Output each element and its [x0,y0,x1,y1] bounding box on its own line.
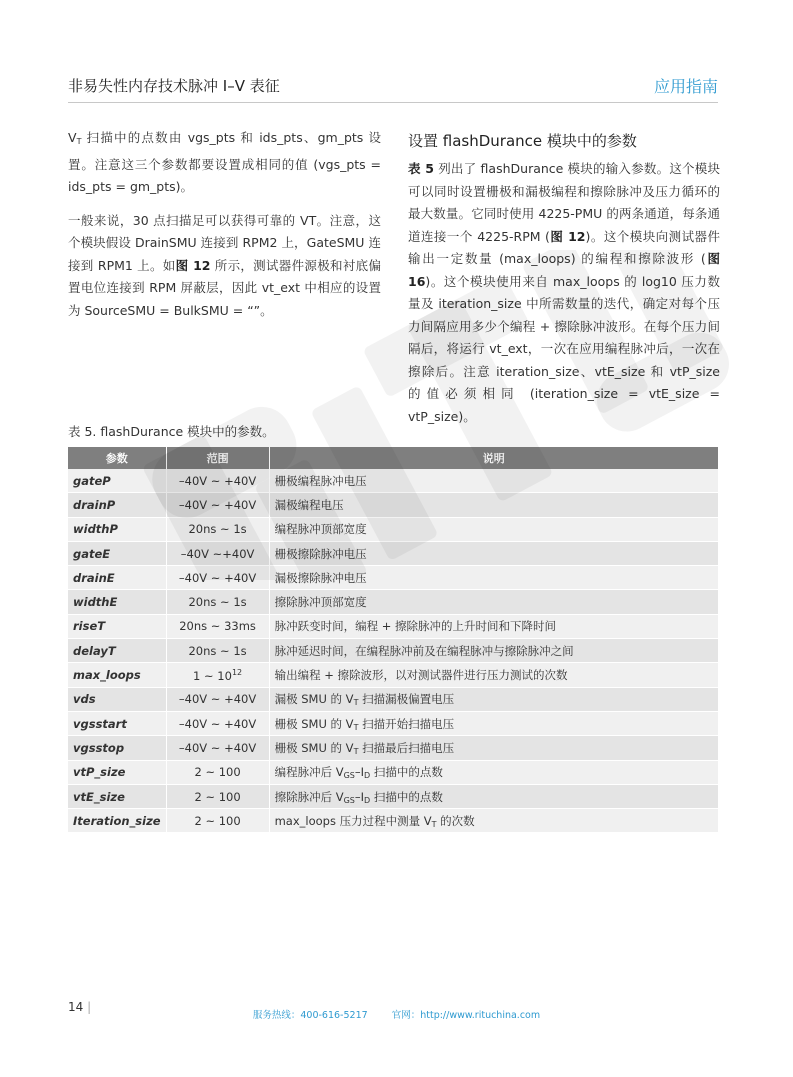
param-name: gateE [68,541,166,565]
page-divider: | [87,1000,92,1014]
param-range: –40V ~ +40V [166,711,269,735]
table-row [68,711,718,735]
param-name: vgsstop [68,736,166,760]
desc-part: T [431,819,437,829]
footer-website-link[interactable]: 官网：http://www.rituchina.com [391,1010,541,1021]
section-title: 设置 flashDurance 模块中的参数 [408,132,637,150]
param-name: vtP_size [68,760,166,784]
param-range: 20ns ~ 1s [166,639,269,663]
desc-part: D [364,795,371,805]
desc-part: 栅极 SMU 的 V [274,740,354,755]
table-row [68,639,718,663]
param-description [269,784,718,808]
header-param: 参数 [68,447,166,469]
param-name: vgsstart [68,711,166,735]
desc-part: 扫描开始扫描电压 [358,716,455,731]
left-paragraph-2 [68,210,381,323]
param-name: vtE_size [68,784,166,808]
param-description: 编程脉冲顶部宽度 [269,517,718,541]
desc-part: 扫描最后扫描电压 [358,740,455,755]
table-row [68,469,718,493]
right-text-c: )。这个模块使用来自 max_loops 的 log10 压力数量及 iteration_size 中所需数量的迭代，确定对每个压力间隔应用多少个编程 + 擦除脉冲波形。在每个压力间隔后，将运行 vt_ext，一次在应用编程脉冲后，一次在擦除后。注意 iteration_size、vtE_size 和 vtP_size 的值必须相同 (iteration_size = vtE_size = vtP_size)。 [408,273,720,424]
param-description: 擦除脉冲顶部宽度 [269,590,718,614]
table-caption: 表 5. flashDurance 模块中的参数。 [68,424,275,439]
desc-part: T [353,698,359,708]
desc-part: GS [343,771,355,781]
table-row [68,663,718,687]
param-range: 2 ~ 100 [166,760,269,784]
table-row [68,687,718,711]
table-row [68,614,718,638]
header-rule [68,102,718,103]
desc-part: 漏极 SMU 的 V [274,692,354,707]
desc-part: T [353,722,359,732]
table-row [68,809,718,833]
param-description [269,760,718,784]
param-name: max_loops [68,663,166,687]
left-column [68,127,381,333]
table-row [68,541,718,565]
param-name: delayT [68,639,166,663]
param-range: 20ns ~ 33ms [166,614,269,638]
desc-part: –I [354,765,365,780]
param-range: 20ns ~ 1s [166,517,269,541]
left-paragraph-1-text: 扫描中的点数由 vgs_pts 和 ids_pts、gm_pts 设置。注意这三个参数都要设置成相同的值 (vgs_pts = ids_pts = gm_pts)。 [68,130,381,194]
param-description: 脉冲跃变时间，编程 + 擦除脉冲的上升时间和下降时间 [269,614,718,638]
header-range: 范围 [166,447,269,469]
right-column [408,127,720,439]
param-name: drainP [68,493,166,517]
table-row [68,590,718,614]
left-paragraph-1 [68,127,381,199]
param-description: 栅极擦除脉冲电压 [269,541,718,565]
desc-part: 扫描中的点数 [370,765,443,780]
table-row [68,736,718,760]
left-paragraph-2-text-a: 一般来说，30 点扫描足可以获得可靠的 VT。注意，这个模块假设 DrainSMU 连接到 RPM2 上，GateSMU 连接到 RPM1 上。如 [68,212,381,273]
param-name: widthP [68,517,166,541]
param-range: –40V ~+40V [166,541,269,565]
param-range: 2 ~ 100 [166,809,269,833]
right-text-a: 列出了 flashDurance 模块的输入参数。这个模块可以同时设置栅极和漏极编程和擦除脉冲及压力循环的最大数量。它同时使用 4225-PMU 的两条通道，每条通道连接一个 4225-RPM ( [408,161,720,244]
desc-part: 的次数 [436,813,475,828]
range-base: 1 ~ 10 [193,668,232,683]
desc-part: 扫描中的点数 [370,789,443,804]
param-description [269,687,718,711]
desc-part: 扫描漏极偏置电压 [358,692,455,707]
header-category: 应用指南 [653,77,718,96]
param-range: –40V ~ +40V [166,566,269,590]
desc-part: 编程脉冲后 V [274,765,344,780]
right-paragraph [408,158,720,428]
param-name: riseT [68,614,166,638]
param-range [166,663,269,687]
footer-contact [0,1007,793,1021]
param-description: 输出编程 + 擦除波形，以对测试器件进行压力测试的次数 [269,663,718,687]
desc-part: T [353,746,359,756]
param-description: 漏极擦除脉冲电压 [269,566,718,590]
left-paragraph-2-text-b: 所示，测试器件源极和衬底偏置电位连接到 RPM 屏蔽层，因此 vt_ext 中相应的设置为 SourceSMU = BulkSMU = “”。 [68,257,381,318]
param-name: widthE [68,590,166,614]
param-range: –40V ~ +40V [166,469,269,493]
param-range: –40V ~ +40V [166,736,269,760]
param-range: –40V ~ +40V [166,493,269,517]
param-range: 20ns ~ 1s [166,590,269,614]
table-row [68,493,718,517]
header-desc: 说明 [269,447,718,469]
figure-16-ref-link[interactable]: 图 16 [408,251,720,289]
param-name: drainE [68,566,166,590]
param-range: 2 ~ 100 [166,784,269,808]
param-range: –40V ~ +40V [166,687,269,711]
table-row [68,784,718,808]
vt-symbol: V [68,130,77,145]
table-row [68,566,718,590]
parameter-table [68,447,718,833]
range-exponent: 12 [231,667,243,677]
param-name: Iteration_size [68,809,166,833]
param-description: 漏极编程电压 [269,493,718,517]
table-row [68,517,718,541]
param-description [269,736,718,760]
table-header-row [68,447,718,469]
page-number-value: 14 [68,1000,84,1014]
right-text-b: )。这个模块向测试器件输出一定数量 (max_loops) 的编程和擦除波形 ( [408,228,720,266]
footer-hotline: 服务热线：400-616-5217 [252,1010,368,1021]
desc-part: D [364,771,371,781]
figure-ref-link[interactable]: 图 12 [175,257,211,273]
param-description [269,711,718,735]
figure-12-ref-link[interactable]: 图 12 [549,228,586,244]
param-name: gateP [68,469,166,493]
desc-part: –I [354,789,365,804]
param-description: 栅极编程脉冲电压 [269,469,718,493]
desc-part: GS [343,795,355,805]
vt-subscript: T [76,137,82,146]
desc-part: 栅极 SMU 的 V [274,716,354,731]
param-name: vds [68,687,166,711]
param-description [269,809,718,833]
table-ref-link[interactable]: 表 5 [408,161,434,176]
desc-part: 擦除脉冲后 V [274,789,344,804]
param-description: 脉冲延迟时间，在编程脉冲前及在编程脉冲与擦除脉冲之间 [269,639,718,663]
desc-part: max_loops 压力过程中测量 V [274,813,432,828]
table-row [68,760,718,784]
header-title: 非易失性内存技术脉冲 I–V 表征 [68,77,280,95]
